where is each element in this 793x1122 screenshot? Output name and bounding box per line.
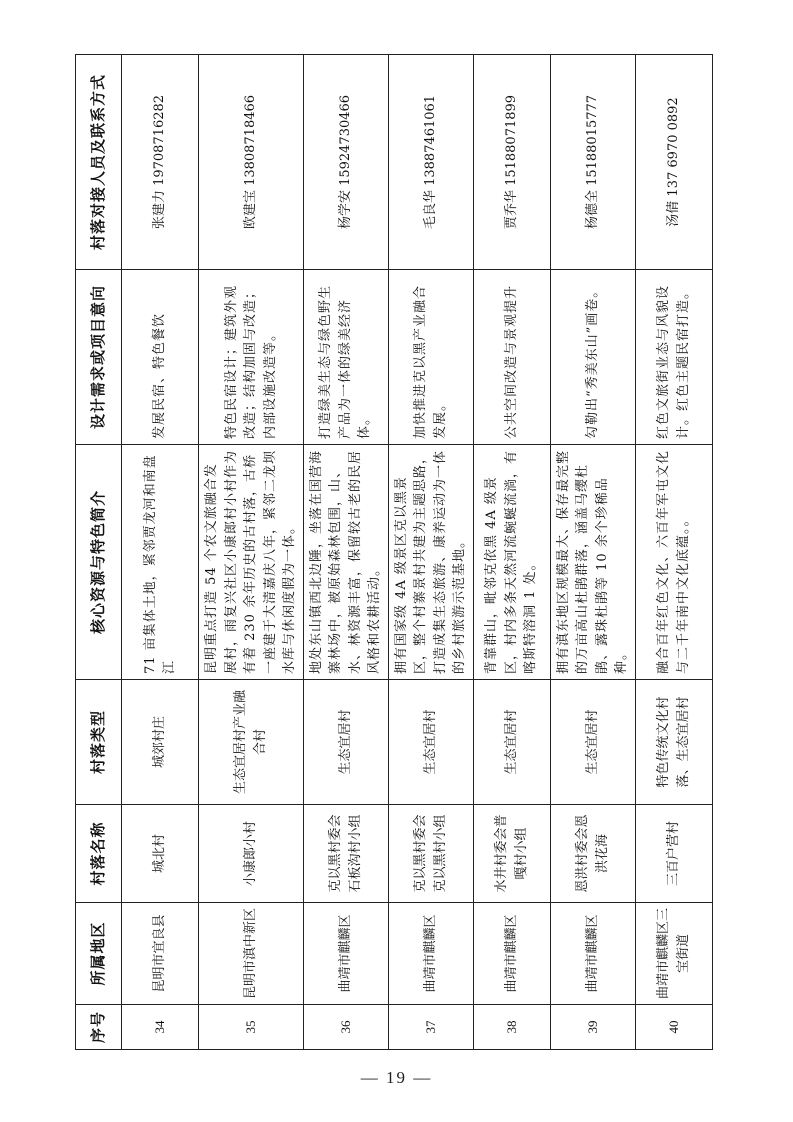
row-region: 曲靖市麒麟区三宝街道: [635, 903, 712, 1005]
row-contact: 欧建宝 13808718466: [199, 55, 304, 270]
row-needs: 勾勒出“秀美东山”画卷。: [550, 270, 635, 445]
table-row: [550, 55, 635, 1050]
row-needs: 特色民宿设计；建筑外观改造；结构加固与改造；内部设施改造等。: [199, 270, 304, 445]
row-number: 37: [388, 1005, 473, 1050]
row-village: 小康郎小村: [199, 805, 304, 903]
row-type: 城郊村庄: [122, 680, 199, 805]
row-intro: 71 亩集体土地，紧邻贾龙河和南盘江: [122, 445, 199, 680]
header-village: 村落名称: [76, 805, 122, 903]
row-village: 克以黑村委会石板沟村小组: [303, 805, 388, 903]
row-contact: 汤倩 137 6970 0892: [635, 55, 712, 270]
row-type: 生态宜居村: [388, 680, 473, 805]
row-contact: 毛良华 13887461061: [388, 55, 473, 270]
table-row: [199, 55, 304, 1050]
row-contact: 杨学安 15924730466: [303, 55, 388, 270]
row-village: 恩洪村委会恩洪花海: [550, 805, 635, 903]
row-village: 克以黑村委会克以黑村小组: [388, 805, 473, 903]
table-row: [635, 55, 712, 1050]
header-contact: 村落对接人员及联系方式: [76, 55, 122, 270]
row-number: 39: [550, 1005, 635, 1050]
row-region: 曲靖市麒麟区: [303, 903, 388, 1005]
row-intro: 地处东山镇西北边陲，坐落在国营海寨林场中，被原始森林包围，山、水、林资源丰富，保留较古老的民居风格和农耕活动。: [303, 445, 388, 680]
header-needs: 设计需求或项目意向: [76, 270, 122, 445]
row-needs: 红色文旅街业态与风貌设计。红色主题民宿打造。: [635, 270, 712, 445]
header-no: 序号: [76, 1005, 122, 1050]
table-header-row: [76, 55, 122, 1050]
row-contact: 杨德全 15188015777: [550, 55, 635, 270]
row-number: 34: [122, 1005, 199, 1050]
row-type: 特色传统文化村落、生态宜居村: [635, 680, 712, 805]
row-region: 昆明市滇中新区: [199, 903, 304, 1005]
row-intro: 拥有滇东地区规模最大、保存最完整的万亩高山杜鹃群落，涵盖马缨杜鹃、露珠杜鹃等 10 余个珍稀品种。: [550, 445, 635, 680]
row-village: 水井村委会普嘎村小组: [473, 805, 550, 903]
row-type: 生态宜居村: [473, 680, 550, 805]
row-region: 曲靖市麒麟区: [388, 903, 473, 1005]
table-row: [303, 55, 388, 1050]
row-number: 35: [199, 1005, 304, 1050]
header-type: 村落类型: [76, 680, 122, 805]
table-row: [473, 55, 550, 1050]
header-intro: 核心资源与特色简介: [76, 445, 122, 680]
row-needs: 发展民宿、特色餐饮: [122, 270, 199, 445]
row-village: 城北村: [122, 805, 199, 903]
header-region: 所属地区: [76, 903, 122, 1005]
page-number: — 19 —: [360, 1068, 433, 1087]
row-region: 昆明市宜良县: [122, 903, 199, 1005]
row-region: 曲靖市麒麟区: [473, 903, 550, 1005]
row-contact: 张建力 19708716282: [122, 55, 199, 270]
row-intro: 拥有国家级 4A 级景区克以黑景区，整个村寨景村共建为主题思路，打造成集生态旅游、康养运动为一体的乡村旅游示范基地。: [388, 445, 473, 680]
row-needs: 打造绿美生态与绿色野生产品为一体的绿美经济体。: [303, 270, 388, 445]
table-row: [388, 55, 473, 1050]
row-type: 生态宜居村: [550, 680, 635, 805]
row-needs: 公共空间改造与景观提升: [473, 270, 550, 445]
row-intro: 昆明重点打造 54 个农文旅融合发展村，雨复兴社区小康郎村小村作为有着 230 余年历史的古村落，古桥一座建于大清嘉庆八年，紧邻二龙坝水库与休闲度假为一体。: [199, 445, 304, 680]
rotated-table-container: [75, 55, 691, 1050]
row-number: 40: [635, 1005, 712, 1050]
row-number: 38: [473, 1005, 550, 1050]
row-type: 生态宜居村产业融合村: [199, 680, 304, 805]
village-table: [75, 54, 713, 1050]
table-row: [122, 55, 199, 1050]
row-contact: 贾乔华 15188071899: [473, 55, 550, 270]
row-needs: 加快推进克以黑产业融合发展。: [388, 270, 473, 445]
row-intro: 融合百年红色文化、六百年军屯文化与二千年南中文化底蕴。。: [635, 445, 712, 680]
row-region: 曲靖市麒麟区: [550, 903, 635, 1005]
row-type: 生态宜居村: [303, 680, 388, 805]
row-intro: 背靠群山，毗邻克依黑 4A 级景区，村内多条天然河流蜿蜒流淌，有喀斯特溶洞 1 处。: [473, 445, 550, 680]
row-number: 36: [303, 1005, 388, 1050]
row-village: 三百户营村: [635, 805, 712, 903]
